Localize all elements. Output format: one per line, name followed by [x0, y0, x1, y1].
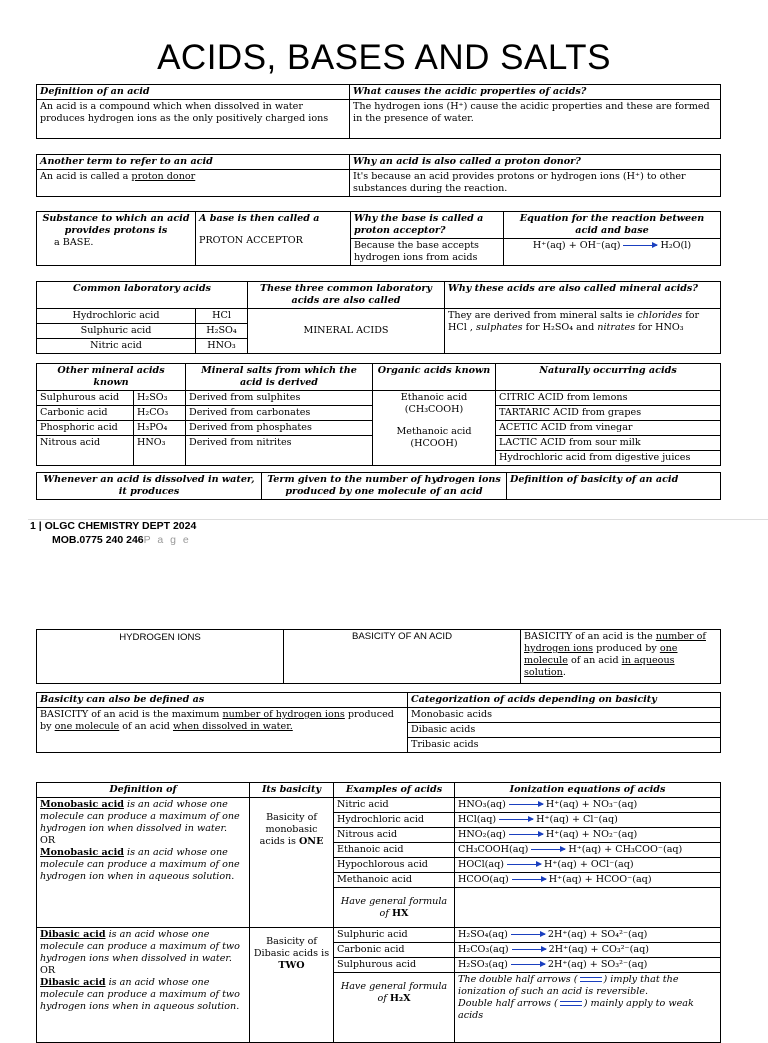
organic-name: Ethanoic acid [400, 392, 468, 403]
salt-cell: Derived from phosphates [186, 421, 373, 436]
general-text: Have general formula of [340, 981, 448, 1004]
base-called-header: A base is then called a [199, 213, 320, 224]
basicity-table [36, 629, 721, 684]
eq-right: H⁺(aq) + HCOO⁻(aq) [548, 874, 652, 885]
arrow-icon [511, 934, 545, 935]
eq-left: CH₃COOH(aq) [458, 844, 529, 855]
why-sulphates: sulphates [475, 322, 523, 333]
organic-name: Methanoic acid [396, 426, 472, 437]
dibasic-term: Dibasic acid [40, 977, 106, 988]
monobasic-term: Monobasic acid [40, 799, 124, 810]
def-underline: in aqueous solution [524, 655, 675, 678]
category-item: Monobasic acids [408, 708, 721, 723]
def-text: . [562, 667, 566, 678]
categorization-header: Categorization of acids depending on basicity [408, 693, 721, 708]
arrow-icon [623, 245, 657, 246]
another-term-header: Another term to refer to an acid [37, 155, 350, 170]
ionization-equation [455, 873, 721, 888]
note-text: Double half arrows ( [458, 998, 558, 1009]
dibasic-basicity [250, 928, 334, 1043]
definition-of-header: Definition of [37, 783, 250, 798]
base-called-cell [196, 212, 351, 266]
also-called-header: These three common laboratory acids are also called [248, 282, 445, 309]
natural-acid-cell: LACTIC ACID from sour milk [496, 436, 721, 451]
reversible-note [455, 973, 721, 1043]
acid-definition-cell: An acid is a compound which when dissolved in water produces hydrogen ions as the only positively charged ions [37, 100, 350, 139]
acid-formula-cell: H₂SO₃ [134, 391, 186, 406]
base-substance-header: Substance to which an acid provides protons is [42, 213, 190, 236]
category-item: Tribasic acids [408, 738, 721, 753]
alt-underline: one molecule [54, 721, 120, 732]
def-underline: number of hydrogen ions [524, 631, 706, 654]
example-acid: Methanoic acid [334, 873, 455, 888]
other-mineral-header: Other mineral acids known [37, 364, 186, 391]
arrow-icon [531, 849, 565, 850]
basicity-text: Basicity of monobasic acids is [259, 812, 318, 847]
acid-name-cell: Sulphurous acid [37, 391, 134, 406]
ionization-equation [455, 828, 721, 843]
eq-left: HNO₃(aq) [458, 799, 506, 810]
natural-header: Naturally occurring acids [496, 364, 721, 391]
dibasic-term: Dibasic acid [40, 929, 106, 940]
eq-right: 2H⁺(aq) + SO₄²⁻(aq) [547, 929, 648, 940]
alt-definition-header: Basicity can also be defined as [37, 693, 408, 708]
dibasic-definition [37, 928, 250, 1043]
hydrogen-ions-answer: HYDROGEN IONS [37, 630, 284, 684]
arrow-icon [499, 819, 533, 820]
ionization-equation [455, 843, 721, 858]
empty-cell [455, 888, 721, 928]
why-text: They are derived from mineral salts ie [448, 310, 638, 321]
equation-reactants: H⁺(aq) + OH⁻(aq) [532, 240, 621, 251]
why-nitrates: nitrates [597, 322, 636, 333]
base-substance-cell [37, 212, 196, 266]
acid-formula-cell: H₂SO₄ [196, 324, 248, 339]
double-half-arrow-icon [580, 977, 602, 982]
monobasic-def-2: is an acid whose one molecule can produce a maximum of one hydrogen ion when in aqueous solution. [40, 847, 240, 882]
dibasic-def-1: is an acid whose one molecule can produce a maximum of two hydrogen ions when dissolved in water. [40, 929, 240, 964]
dibasic-def-2: is an acid whose one molecule can produce a maximum of two hydrogen ions when in aqueous solution. [40, 977, 240, 1012]
acid-formula-cell: HCl [196, 309, 248, 324]
eq-left: HOCl(aq) [458, 859, 504, 870]
eq-right: H⁺(aq) + CH₃COO⁻(aq) [568, 844, 683, 855]
arrow-icon [507, 864, 541, 865]
proton-acceptor-cell [351, 212, 504, 266]
salt-cell: Derived from carbonates [186, 406, 373, 421]
arrow-icon [509, 834, 543, 835]
basicity-value: ONE [298, 836, 324, 847]
alt-underline: number of hydrogen ions [222, 709, 345, 720]
eq-right: 2H⁺(aq) + SO₃²⁻(aq) [547, 959, 648, 970]
page-title: ACIDS, BASES AND SALTS [157, 38, 611, 77]
mineral-acids-table [36, 281, 721, 354]
footer-phone: MOB.0775 240 246 [52, 534, 144, 546]
note-text: ) mainly apply to weak acids [458, 998, 694, 1021]
alt-text: produced by [40, 709, 394, 732]
basicity-text: Basicity of Dibasic acids is [253, 936, 330, 959]
proton-acceptor-value: Because the base accepts hydrogen ions from acids [354, 240, 479, 263]
def-text: of an acid [567, 655, 622, 666]
general-text: Have general formula of [340, 896, 448, 919]
acid-name-cell: Sulphuric acid [37, 324, 196, 339]
mineral-acids-cell: MINERAL ACIDS [248, 309, 445, 354]
eq-right: H⁺(aq) + NO₃⁻(aq) [545, 799, 638, 810]
organic-cell [373, 391, 496, 466]
mono-general-formula [334, 888, 455, 928]
proton-donor-term: proton donor [131, 171, 196, 182]
organic-formula: (CH₃COOH) [404, 404, 464, 415]
acid-name-cell: Phosphoric acid [37, 421, 134, 436]
def-underline: one molecule [524, 643, 678, 666]
why-mineral-header: Why these acids are also called mineral acids? [445, 282, 721, 309]
acid-formula-cell: H₃PO₄ [134, 421, 186, 436]
why-text: for HCl , [448, 310, 700, 333]
acid-definition-table [36, 84, 721, 139]
eq-left: H₂SO₄(aq) [458, 929, 508, 940]
neutralization-header: Equation for the reaction between acid and base [504, 212, 720, 239]
arrow-icon [512, 949, 546, 950]
acid-name-cell: Nitric acid [37, 339, 196, 354]
produces-header: Whenever an acid is dissolved in water, it produces [37, 473, 262, 500]
its-basicity-header: Its basicity [250, 783, 334, 798]
question-table [36, 472, 721, 500]
acid-name-cell: Hydrochloric acid [37, 309, 196, 324]
term-header: Term given to the number of hydrogen ions produced by one molecule of an acid [262, 473, 507, 500]
neutralization-cell [504, 212, 721, 266]
eq-left: H₂SO₃(aq) [458, 959, 508, 970]
base-substance-value: a BASE. [54, 237, 94, 248]
monobasic-definition [37, 798, 250, 928]
general-formula: HX [391, 908, 409, 919]
common-acids-header: Common laboratory acids [37, 282, 248, 309]
alt-text: BASICITY of an acid is the maximum [40, 709, 223, 720]
base-table [36, 211, 721, 266]
equation-product: H₂O(l) [660, 240, 692, 251]
proton-donor-table [36, 154, 721, 197]
example-acid: Hydrochloric acid [334, 813, 455, 828]
example-acid: Nitric acid [334, 798, 455, 813]
acid-name-cell: Nitrous acid [37, 436, 134, 466]
organic-formula: (HCOOH) [410, 438, 458, 449]
examples-header: Examples of acids [334, 783, 455, 798]
acid-formula-cell: HNO₃ [134, 436, 186, 466]
arrow-icon [511, 964, 545, 965]
or-label: OR [40, 835, 56, 846]
ionization-equation [455, 943, 721, 958]
eq-right: H⁺(aq) + Cl⁻(aq) [536, 814, 618, 825]
salts-header: Mineral salts from which the acid is derived [186, 364, 373, 391]
monobasic-basicity [250, 798, 334, 928]
alt-definition-cell [37, 708, 408, 753]
def-text: produced by [593, 643, 660, 654]
basicity-alt-table [36, 692, 721, 753]
eq-left: HCl(aq) [458, 814, 497, 825]
proton-donor-header: Why an acid is also called a proton donor? [350, 155, 721, 170]
alt-underline: when dissolved in water. [172, 721, 293, 732]
basicity-answer: BASICITY OF AN ACID [284, 630, 521, 684]
acid-formula-cell: H₂CO₃ [134, 406, 186, 421]
example-acid: Ethanoic acid [334, 843, 455, 858]
acid-formula-cell: HNO₃ [196, 339, 248, 354]
base-called-value: PROTON ACCEPTOR [199, 235, 303, 246]
proton-acceptor-header: Why the base is called a proton acceptor? [351, 212, 503, 239]
ionization-equation [455, 958, 721, 973]
natural-acid-cell: Hydrochloric acid from digestive juices [496, 451, 721, 466]
acid-types-table [36, 782, 721, 1043]
salt-cell: Derived from nitrites [186, 436, 373, 466]
footer-page-word: P a g e [143, 534, 191, 546]
def-text: BASICITY of an acid is the [524, 631, 656, 642]
alt-text: of an acid [119, 721, 173, 732]
footer-dept: 1 | OLGC CHEMISTRY DEPT 2024 [30, 520, 197, 532]
another-term-cell [37, 170, 350, 197]
other-acids-table [36, 363, 721, 466]
eq-left: HCOO(aq) [458, 874, 509, 885]
arrow-icon [512, 879, 546, 880]
organic-header: Organic acids known [373, 364, 496, 391]
eq-right: H⁺(aq) + OCl⁻(aq) [544, 859, 634, 870]
footer-phone-line [30, 533, 196, 547]
ionization-equation [455, 858, 721, 873]
eq-left: HNO₂(aq) [458, 829, 506, 840]
salt-cell: Derived from sulphites [186, 391, 373, 406]
ionization-header: Ionization equations of acids [455, 783, 721, 798]
basicity-definition-header: Definition of basicity of an acid [507, 473, 721, 500]
or-label: OR [40, 965, 56, 976]
natural-acid-cell: CITRIC ACID from lemons [496, 391, 721, 406]
example-acid: Sulphurous acid [334, 958, 455, 973]
monobasic-def-1: is an acid whose one molecule can produce a maximum of one hydrogen ion when dissolved in water. [40, 799, 240, 834]
monobasic-term: Monobasic acid [40, 847, 124, 858]
ionization-equation [455, 813, 721, 828]
proton-donor-cell: It's because an acid provides protons or hydrogen ions (H⁺) to other substances during the reaction. [350, 170, 721, 197]
example-acid: Carbonic acid [334, 943, 455, 958]
note-text: The double half arrows ( [458, 974, 578, 985]
acidic-properties-cell: The hydrogen ions (H⁺) cause the acidic properties and these are formed in the presence of water. [350, 100, 721, 139]
basicity-definition-answer [521, 630, 721, 684]
example-acid: Nitrous acid [334, 828, 455, 843]
category-item: Dibasic acids [408, 723, 721, 738]
acid-definition-header: Definition of an acid [37, 85, 350, 100]
eq-right: 2H⁺(aq) + CO₃²⁻(aq) [548, 944, 649, 955]
why-text: for H₂SO₄ and [522, 322, 598, 333]
neutralization-equation [504, 239, 720, 264]
example-acid: Sulphuric acid [334, 928, 455, 943]
acid-name-cell: Carbonic acid [37, 406, 134, 421]
example-acid: Hypochlorous acid [334, 858, 455, 873]
eq-right: H⁺(aq) + NO₂⁻(aq) [545, 829, 638, 840]
general-formula: H₂X [389, 993, 411, 1004]
page-footer [30, 519, 196, 547]
arrow-icon [509, 804, 543, 805]
di-general-formula [334, 973, 455, 1043]
double-half-arrow-icon [560, 1001, 582, 1006]
ionization-equation [455, 798, 721, 813]
natural-acid-cell: TARTARIC ACID from grapes [496, 406, 721, 421]
eq-left: H₂CO₃(aq) [458, 944, 509, 955]
why-mineral-cell [445, 309, 721, 354]
acidic-properties-header: What causes the acidic properties of acids? [350, 85, 721, 100]
another-term-text: An acid is called a [40, 171, 132, 182]
note-text: ) imply that the ionization of such an acid is reversible. [458, 974, 679, 997]
why-text: for HNO₃ [635, 322, 684, 333]
ionization-equation [455, 928, 721, 943]
basicity-value: TWO [278, 960, 305, 971]
natural-acid-cell: ACETIC ACID from vinegar [496, 421, 721, 436]
why-chlorides: chlorides [637, 310, 683, 321]
